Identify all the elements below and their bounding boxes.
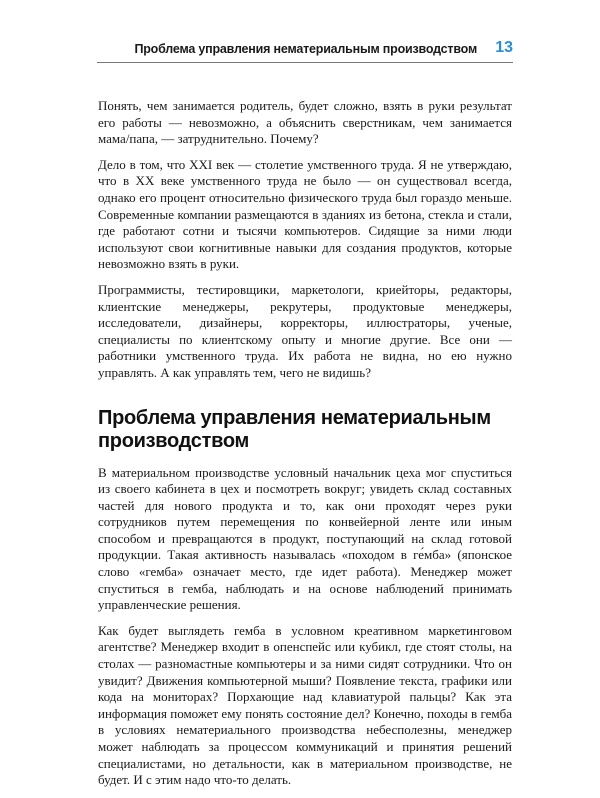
section-heading: Проблема управления нематериальным производством — [98, 406, 491, 452]
paragraph: В материальном производстве условный начальник цеха мог спуститься из своего кабинета в цех и посмотреть вокруг; увидеть склад составных частей для нового продукта и то, как они проходят через руки сотрудников путем перемещения по конвейерной ленте или иным способом и превращаются в продукт, поступающий на склад готовой продукции. Такая активность называлась «походом в ге́мба» (японское слово «гемба» означает место, где идет работа). Менеджер может спуститься в гемба, наблюдать и на основе наблюдений принимать управленческие решения. — [98, 464, 512, 613]
paragraph: Программисты, тестировщики, маркетологи, криейторы, редакторы, клиентские менеджеры, рекрутеры, продуктовые менеджеры, исследователи, дизайнеры, корректоры, иллюстраторы, ученые, специалисты по клиентскому опыту и многие другие. Все они — работники умственного труда. Их работа не видна, но ею нужно управлять. А как управлять тем, чего не видишь? — [98, 281, 512, 380]
page-number: 13 — [495, 39, 513, 56]
running-header — [97, 40, 513, 63]
running-title: Проблема управления нематериальным производством — [134, 42, 477, 56]
page-body — [98, 98, 512, 798]
paragraph: Понять, чем занимается родитель, будет сложно, взять в руки результат его работы — невозможно, а объяснить сверстникам, чем занимается мама/папа, — затруднительно. Почему? — [98, 98, 512, 147]
paragraph: Как будет выглядеть гемба в условном креативном маркетинговом агентстве? Менеджер входит в опенспейс или кубикл, где стоят столы, на столах — разномастные компьютеры и за ними сидят сотрудники. Что он увидит? Движения компьютерной мыши? Появление текста, графики или кода на мониторах? Порхающие над клавиатурой пальцы? Как эта информация поможет ему понять состояние дел? Конечно, походы в гемба в условиях нематериального производства небесполезны, менеджер может наблюдать за процессом коммуникаций и принятия решений специалистами, но детальности, как в материальном производстве, не будет. И с этим надо что-то делать. — [98, 622, 512, 788]
paragraph: Дело в том, что XXI век — столетие умственного труда. Я не утверждаю, что в XX веке умственного труда не было — он существовал всегда, однако его процент относительно физического труда был гораздо меньше. Современные компании размещаются в зданиях из бетона, стекла и стали, где работают сотни и тысячи компьютеров. Сидящие за ними люди используют свои когнитивные навыки для создания продуктов, которые невозможно взять в руки. — [98, 156, 512, 272]
